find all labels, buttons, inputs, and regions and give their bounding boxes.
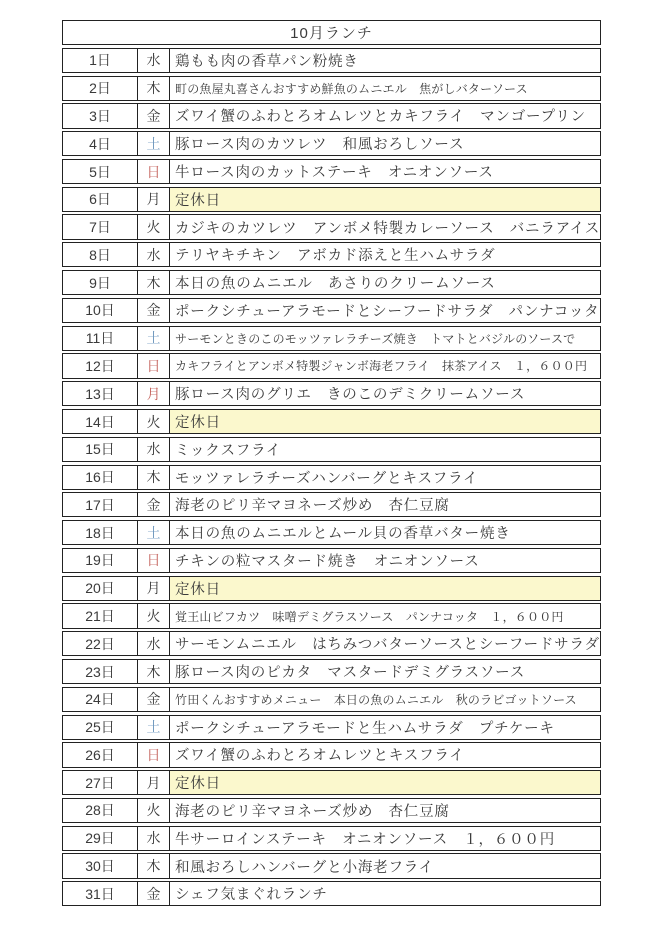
weekday-cell: 日 (137, 548, 171, 573)
title-row (62, 20, 601, 45)
closed-label: 定休日 (169, 187, 601, 212)
menu-text: 本日の魚のムニエル あさりのクリームソース (169, 270, 601, 295)
date-cell: 8日 (62, 242, 138, 267)
date-cell: 31日 (62, 881, 138, 906)
date-cell: 15日 (62, 437, 138, 462)
menu-day-row (62, 353, 601, 378)
menu-day-row (62, 520, 601, 545)
menu-day-row (62, 159, 601, 184)
date-cell: 22日 (62, 631, 138, 656)
menu-day-row (62, 270, 601, 295)
menu-text: モッツァレラチーズハンバーグとキスフライ (169, 465, 601, 490)
date-cell: 13日 (62, 381, 138, 406)
menu-day-row (62, 465, 601, 490)
menu-day-row (62, 826, 601, 851)
date-cell: 9日 (62, 270, 138, 295)
weekday-cell: 月 (137, 576, 171, 601)
weekday-cell: 火 (137, 798, 171, 823)
weekday-cell: 金 (137, 103, 171, 128)
menu-day-row (62, 742, 601, 767)
menu-text: サーモンムニエル はちみつバターソースとシーフードサラダ (169, 631, 601, 656)
menu-text: 本日の魚のムニエルとムール貝の香草バター焼き (169, 520, 601, 545)
menu-text: ズワイ蟹のふわとろオムレツとキスフライ (169, 742, 601, 767)
menu-text: チキンの粒マスタード焼き オニオンソース (169, 548, 601, 573)
menu-text: サーモンときのこのモッツァレラチーズ焼き トマトとバジルのソースで (169, 326, 601, 351)
menu-text: 豚ロース肉のカツレツ 和風おろしソース (169, 131, 601, 156)
date-cell: 26日 (62, 742, 138, 767)
weekday-cell: 日 (137, 742, 171, 767)
menu-text: 牛サーロインステーキ オニオンソース １，６００円 (169, 826, 601, 851)
weekday-cell: 水 (137, 437, 171, 462)
closed-label: 定休日 (169, 409, 601, 434)
menu-text: ポークシチューアラモードと生ハムサラダ プチケーキ (169, 715, 601, 740)
date-cell: 11日 (62, 326, 138, 351)
menu-day-row (62, 103, 601, 128)
menu-text: 豚ロース肉のグリエ きのこのデミクリームソース (169, 381, 601, 406)
date-cell: 20日 (62, 576, 138, 601)
weekday-cell: 日 (137, 353, 171, 378)
weekday-cell: 水 (137, 826, 171, 851)
menu-day-row (62, 381, 601, 406)
closed-day-row (62, 409, 601, 434)
date-cell: 1日 (62, 48, 138, 73)
menu-day-row (62, 492, 601, 517)
closed-label: 定休日 (169, 576, 601, 601)
date-cell: 5日 (62, 159, 138, 184)
menu-text: シェフ気まぐれランチ (169, 881, 601, 906)
date-cell: 3日 (62, 103, 138, 128)
weekday-cell: 土 (137, 715, 171, 740)
menu-day-row (62, 214, 601, 239)
closed-day-row (62, 187, 601, 212)
menu-text: 覚王山ビフカツ 味噌デミグラスソース パンナコッタ １，６００円 (169, 603, 601, 628)
weekday-cell: 土 (137, 326, 171, 351)
october-lunch-calendar (62, 20, 601, 906)
date-cell: 30日 (62, 853, 138, 878)
menu-text: カキフライとアンボメ特製ジャンボ海老フライ 抹茶アイス １，６００円 (169, 353, 601, 378)
weekday-cell: 金 (137, 298, 171, 323)
menu-day-row (62, 48, 601, 73)
menu-day-row (62, 298, 601, 323)
weekday-cell: 火 (137, 214, 171, 239)
date-cell: 16日 (62, 465, 138, 490)
menu-text: 海老のピリ辛マヨネーズ炒め 杏仁豆腐 (169, 492, 601, 517)
menu-text: テリヤキチキン アボカド添えと生ハムサラダ (169, 242, 601, 267)
date-cell: 19日 (62, 548, 138, 573)
weekday-cell: 木 (137, 465, 171, 490)
menu-text: カジキのカツレツ アンボメ特製カレーソース バニラアイス (169, 214, 601, 239)
weekday-cell: 金 (137, 881, 171, 906)
closed-label: 定休日 (169, 770, 601, 795)
menu-text: 豚ロース肉のピカタ マスタードデミグラスソース (169, 659, 601, 684)
menu-text: ズワイ蟹のふわとろオムレツとカキフライ マンゴープリン (169, 103, 601, 128)
weekday-cell: 月 (137, 381, 171, 406)
menu-day-row (62, 76, 601, 101)
date-cell: 21日 (62, 603, 138, 628)
weekday-cell: 水 (137, 48, 171, 73)
menu-day-row (62, 548, 601, 573)
menu-day-row (62, 326, 601, 351)
menu-day-row (62, 798, 601, 823)
weekday-cell: 土 (137, 520, 171, 545)
weekday-cell: 月 (137, 187, 171, 212)
menu-day-row (62, 131, 601, 156)
date-cell: 10日 (62, 298, 138, 323)
date-cell: 14日 (62, 409, 138, 434)
date-cell: 17日 (62, 492, 138, 517)
menu-day-row (62, 715, 601, 740)
menu-day-row (62, 437, 601, 462)
date-cell: 7日 (62, 214, 138, 239)
menu-day-row (62, 603, 601, 628)
date-cell: 28日 (62, 798, 138, 823)
calendar-title: 10月ランチ (62, 20, 601, 45)
weekday-cell: 土 (137, 131, 171, 156)
menu-text: 和風おろしハンバーグと小海老フライ (169, 853, 601, 878)
weekday-cell: 火 (137, 603, 171, 628)
weekday-cell: 水 (137, 631, 171, 656)
menu-text: 町の魚屋丸喜さんおすすめ鮮魚のムニエル 焦がしバターソース (169, 76, 601, 101)
date-cell: 12日 (62, 353, 138, 378)
weekday-cell: 月 (137, 770, 171, 795)
weekday-cell: 木 (137, 76, 171, 101)
weekday-cell: 日 (137, 159, 171, 184)
date-cell: 18日 (62, 520, 138, 545)
date-cell: 27日 (62, 770, 138, 795)
weekday-cell: 木 (137, 270, 171, 295)
menu-day-row (62, 881, 601, 906)
menu-text: 牛ロース肉のカットステーキ オニオンソース (169, 159, 601, 184)
weekday-cell: 金 (137, 687, 171, 712)
weekday-cell: 木 (137, 659, 171, 684)
date-cell: 2日 (62, 76, 138, 101)
date-cell: 24日 (62, 687, 138, 712)
menu-day-row (62, 631, 601, 656)
date-cell: 4日 (62, 131, 138, 156)
menu-text: ポークシチューアラモードとシーフードサラダ パンナコッタ (169, 298, 601, 323)
date-cell: 25日 (62, 715, 138, 740)
weekday-cell: 木 (137, 853, 171, 878)
menu-text: 鶏もも肉の香草パン粉焼き (169, 48, 601, 73)
weekday-cell: 水 (137, 242, 171, 267)
menu-day-row (62, 659, 601, 684)
menu-text: 海老のピリ辛マヨネーズ炒め 杏仁豆腐 (169, 798, 601, 823)
closed-day-row (62, 576, 601, 601)
date-cell: 29日 (62, 826, 138, 851)
weekday-cell: 火 (137, 409, 171, 434)
closed-day-row (62, 770, 601, 795)
menu-day-row (62, 687, 601, 712)
menu-text: 竹田くんおすすめメニュー 本日の魚のムニエル 秋のラビゴットソース (169, 687, 601, 712)
menu-text: ミックスフライ (169, 437, 601, 462)
date-cell: 6日 (62, 187, 138, 212)
menu-day-row (62, 242, 601, 267)
date-cell: 23日 (62, 659, 138, 684)
weekday-cell: 金 (137, 492, 171, 517)
menu-day-row (62, 853, 601, 878)
